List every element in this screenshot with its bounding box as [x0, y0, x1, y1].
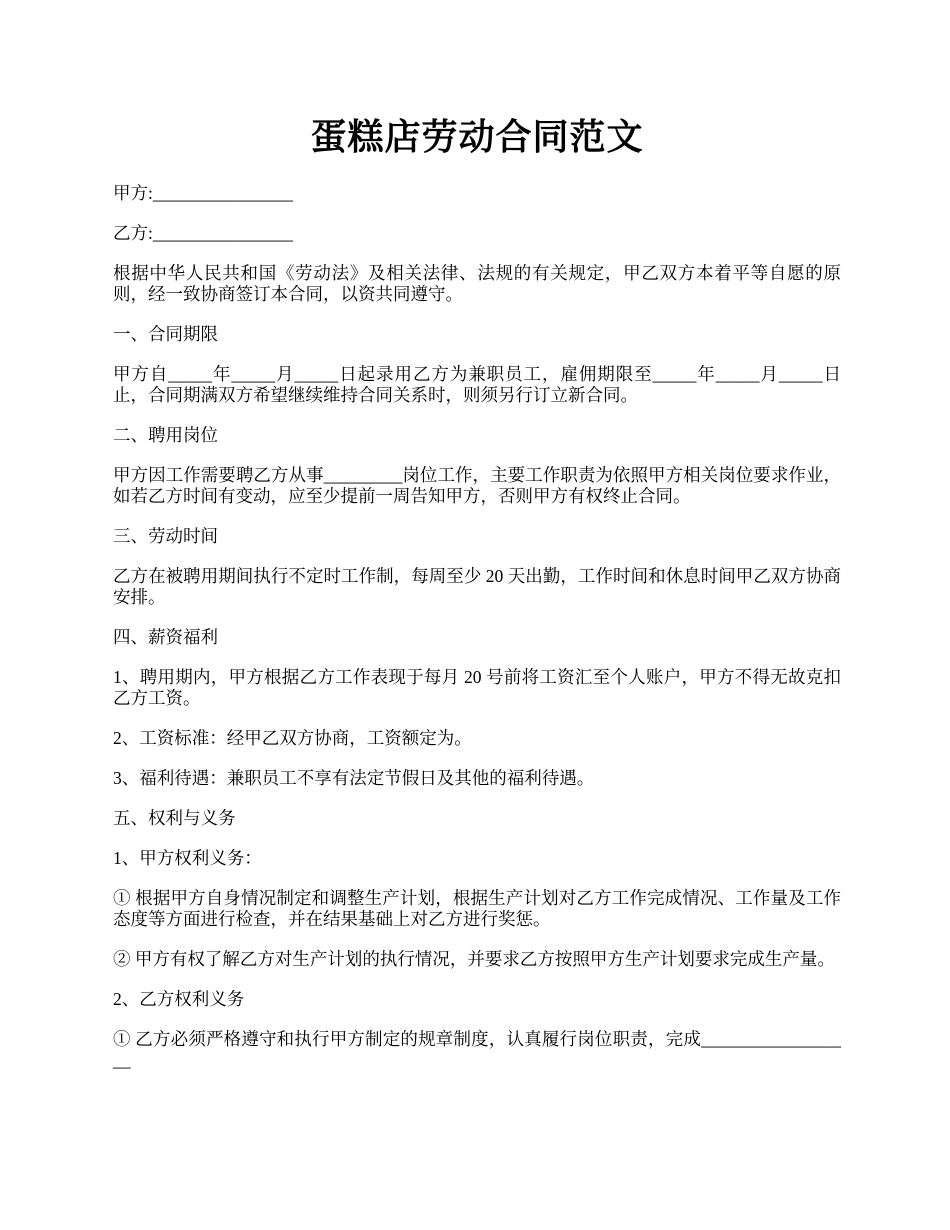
- document-title: 蛋糕店劳动合同范文: [310, 117, 644, 157]
- section-heading-term: 一、合同期限: [113, 324, 218, 344]
- party-a-duty-1: ① 根据甲方自身情况制定和调整生产计划，根据生产计划对乙方工作完成情况、工作量及工作态度等方面进行检查，并在结果基础上对乙方进行奖惩。: [113, 888, 841, 929]
- section-heading-position: 二、聘用岗位: [113, 425, 218, 445]
- section-heading-working-time: 三、劳动时间: [113, 526, 218, 546]
- salary-item-1: 1、聘用期内，甲方根据乙方工作表现于每月 20 号前将工资汇至个人账户，甲方不得无故克扣乙方工资。: [113, 667, 841, 708]
- working-time-paragraph: 乙方在被聘用期间执行不定时工作制，每周至少 20 天出勤，工作时间和休息时间甲乙双方协商安排。: [113, 566, 841, 607]
- rights-subheading-party-a: 1、甲方权利义务：: [113, 848, 262, 868]
- position-paragraph: 甲方因工作需要聘乙方从事_________岗位工作，主要工作职责为依照甲方相关岗位要求作业，如若乙方时间有变动，应至少提前一周告知甲方，否则甲方有权终止合同。: [113, 465, 841, 506]
- salary-item-2: 2、工资标准：经甲乙双方协商，工资额定为。: [113, 728, 472, 748]
- preamble-paragraph: 根据中华人民共和国《劳动法》及相关法律、法规的有关规定，甲乙双方本着平等自愿的原则，经一致协商签订本合同，以资共同遵守。: [113, 263, 841, 304]
- section-heading-rights: 五、权利与义务: [113, 808, 236, 828]
- section-heading-salary: 四、薪资福利: [113, 627, 218, 647]
- document-page: [113, 0, 841, 1090]
- party-a-line: 甲方:________________: [113, 183, 293, 203]
- rights-subheading-party-b: 2、乙方权利义务: [113, 989, 245, 1009]
- party-b-duty-1: ① 乙方必须严格遵守和执行甲方制定的规章制度，认真履行岗位职责，完成__________________: [113, 1029, 841, 1070]
- party-a-duty-2: ② 甲方有权了解乙方对生产计划的执行情况，并要求乙方按照甲方生产计划要求完成生产量。: [113, 949, 835, 969]
- document-body: [113, 183, 841, 1071]
- salary-item-3: 3、福利待遇：兼职员工不享有法定节假日及其他的福利待遇。: [113, 768, 595, 788]
- party-b-line: 乙方:________________: [113, 223, 293, 243]
- term-paragraph: 甲方自_____年_____月_____日起录用乙方为兼职员工，雇佣期限至_____年_____月_____日止，合同期满双方希望继续维持合同关系时，则须另行订立新合同。: [113, 364, 841, 405]
